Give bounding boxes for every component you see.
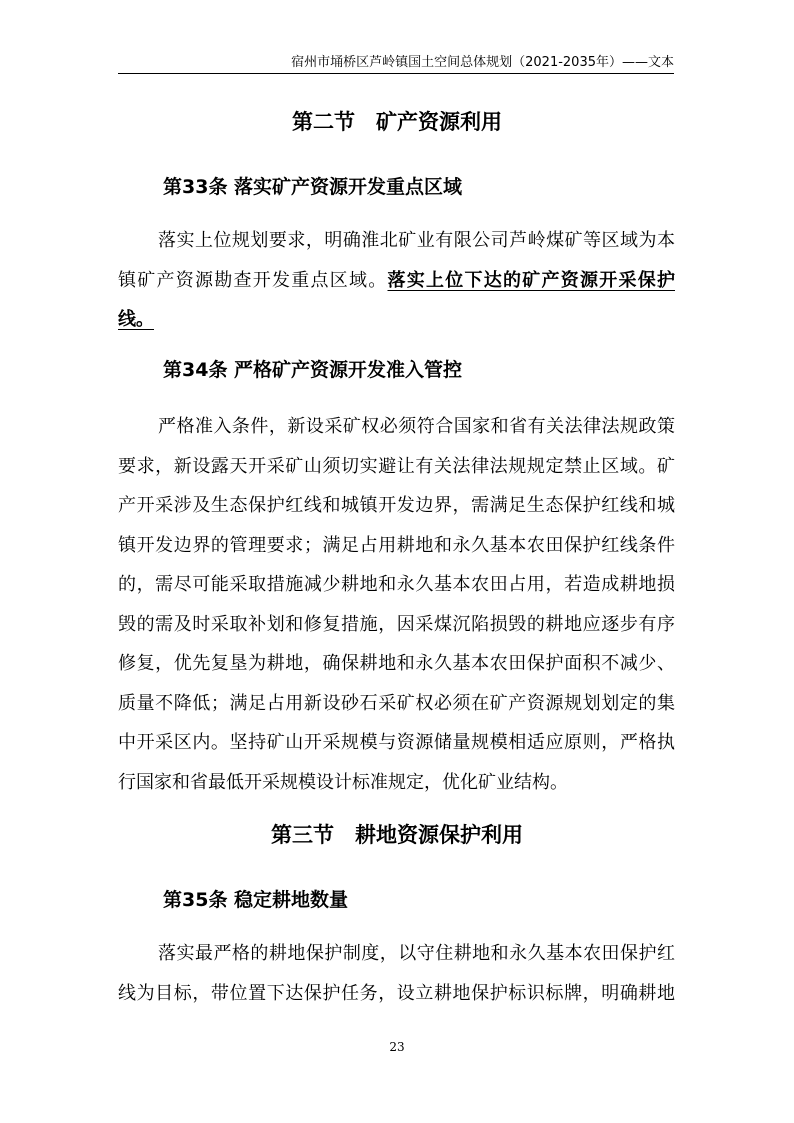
text-line: 中开采区内。坚持矿山开采规模与资源储量规模相适应原则，严格执 <box>118 732 675 753</box>
text-line: 行国家和省最低开采规模设计标准规定，优化矿业结构。 <box>118 771 568 793</box>
text-line <box>118 261 675 301</box>
header-rule <box>118 73 674 74</box>
emphasized-text: 落实上位下达的矿产资源开采保护 <box>387 269 675 291</box>
text-line: 线为目标，带位置下达保护任务，设立耕地保护标识标牌，明确耕地 <box>118 982 675 1004</box>
section-title-2: 第二节 矿产资源利用 <box>292 110 502 134</box>
section-title-3: 第三节 耕地资源保护利用 <box>271 823 523 847</box>
text-line: 落实最严格的耕地保护制度，以守住耕地和永久基本农田保护红 <box>158 943 675 964</box>
text-run: 镇矿产资源勘查开发重点区域。 <box>118 269 388 291</box>
text-line: 严格准入条件，新设采矿权必须符合国家和省有关法律法规政策 <box>158 416 675 437</box>
text-line: 毁的需及时采取补划和修复措施，因采煤沉陷损毁的耕地应逐步有序 <box>118 613 675 635</box>
emphasized-text: 线。 <box>118 309 154 330</box>
page-number: 23 <box>389 1040 405 1054</box>
text-line: 产开采涉及生态保护红线和城镇开发边界，需满足生态保护红线和城 <box>118 495 675 516</box>
article-33-body <box>118 221 675 340</box>
article-33-title: 第33条 落实矿产资源开发重点区域 <box>163 176 463 198</box>
text-line: 镇开发边界的管理要求；满足占用耕地和永久基本农田保护红线条件 <box>118 534 675 556</box>
article-34-body <box>118 407 675 802</box>
text-line <box>118 300 675 340</box>
text-line: 落实上位规划要求，明确淮北矿业有限公司芦岭煤矿等区域为本 <box>158 230 675 251</box>
article-34-title: 第34条 严格矿产资源开发准入管控 <box>163 359 463 381</box>
article-35-body <box>118 934 675 1013</box>
text-line: 修复，优先复垦为耕地，确保耕地和永久基本农田保护面积不减少、 <box>118 653 675 674</box>
text-line: 要求，新设露天开采矿山须切实避让有关法律法规规定禁止区域。矿 <box>118 455 675 477</box>
text-line: 的，需尽可能采取措施减少耕地和永久基本农田占用，若造成耕地损 <box>118 574 675 595</box>
running-header: 宿州市埇桥区芦岭镇国土空间总体规划（2021-2035年）——文本 <box>291 55 674 70</box>
text-line: 质量不降低；满足占用新设砂石采矿权必须在矿产资源规划划定的集 <box>118 692 675 714</box>
article-35-title: 第35条 稳定耕地数量 <box>163 889 349 911</box>
